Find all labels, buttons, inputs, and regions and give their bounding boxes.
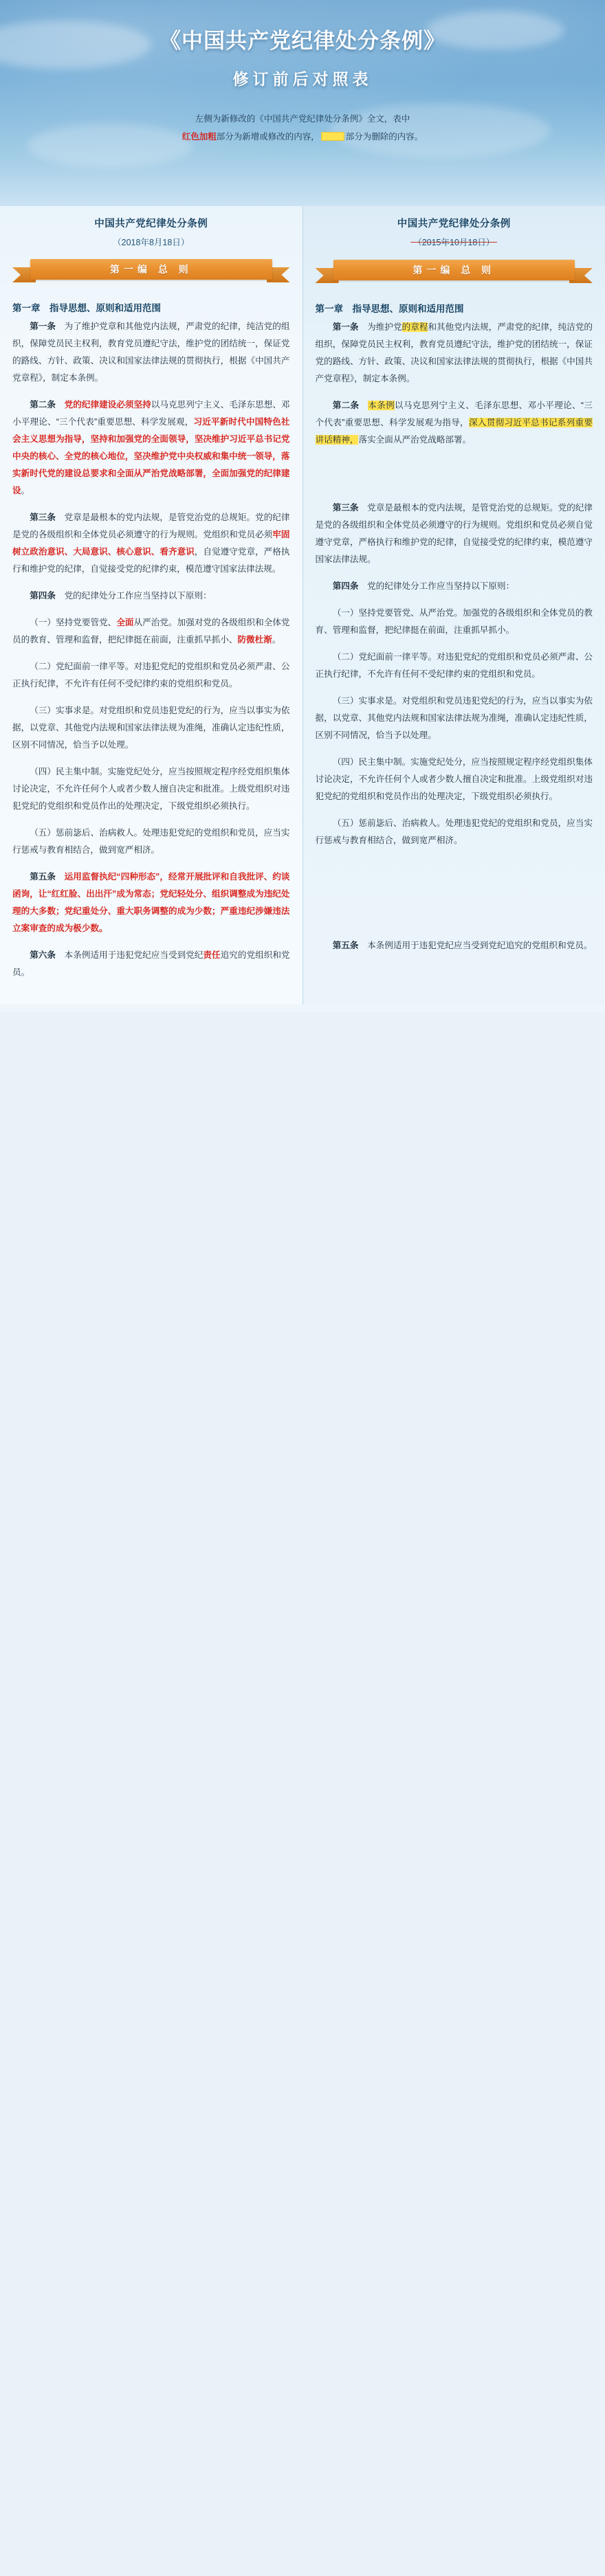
text-lead: 第二条	[332, 401, 368, 410]
text-plain: （二）党纪面前一律平等。对违犯党纪的党组织和党员必须严肃、公正执行纪律，不允许有任何不受纪律约束的党组织和党员。	[12, 662, 290, 688]
text-red: 责任	[203, 950, 221, 960]
text-plain: 本条例适用于违犯党纪应当受到党纪	[64, 950, 204, 960]
article-paragraph	[12, 396, 290, 500]
article-paragraph	[316, 319, 593, 388]
text-plain: 落实全面从严治党战略部署。	[358, 435, 472, 445]
section-banner-right	[316, 260, 593, 287]
chapter-title-left: 第一章 指导思想、原则和适用范围	[12, 303, 161, 313]
article-paragraph	[12, 614, 290, 649]
article-paragraph	[316, 649, 593, 683]
legend-text-2: 部分为新增或修改的内容，	[216, 132, 320, 142]
banner-text-left: 第一编 总 则	[109, 264, 192, 275]
article-paragraph	[316, 937, 593, 954]
text-red: 党的纪律建设必须坚持	[64, 400, 151, 410]
text-plain: （一）坚持党要管党、从严治党。加强党的各级组织和全体党员的教育、管理和监督，把纪律挺在前面，注重抓早抓小。	[315, 608, 593, 635]
text-plain: （一）坚持党要管党、	[30, 618, 117, 627]
text-mark: 的章程	[402, 322, 428, 332]
text-lead: 第六条	[30, 950, 65, 960]
text-plain: （二）党纪面前一律平等。对违犯党纪的党组织和党员必须严肃、公正执行纪律，不允许有任何不受纪律约束的党组织和党员。	[315, 652, 593, 679]
text-plain: 本条例适用于违犯党纪应当受到党纪追究的党组织和党员。	[367, 941, 593, 950]
legend-red-label: 红色加粗	[182, 132, 217, 142]
text-plain: 党的纪律处分工作应当坚持以下原则：	[367, 581, 515, 591]
doc-date-left: （2018年8月18日）	[113, 238, 190, 247]
text-red: 全面	[116, 618, 134, 627]
text-plain: 以马克思列宁主义、毛泽东思想、邓小平理论、“三个代表”重要思想、科学发展观，	[12, 400, 290, 427]
page-header	[0, 0, 605, 206]
chapter-title-right: 第一章 指导思想、原则和适用范围	[315, 304, 464, 314]
doc-name-left: 中国共产党纪律处分条例	[94, 219, 208, 229]
article-paragraph	[12, 869, 290, 937]
text-lead: 第五条	[30, 872, 65, 882]
text-lead: 第三条	[30, 513, 65, 522]
text-plain: 党的纪律处分工作应当坚持以下原则：	[64, 591, 212, 601]
article-paragraph	[12, 825, 290, 859]
legend-text-1: 左侧为新修改的《中国共产党纪律处分条例》全文，表中	[195, 114, 410, 124]
text-lead: 第一条	[30, 322, 65, 331]
ribbon-left	[30, 259, 272, 280]
text-lead: 第二条	[30, 400, 65, 410]
legend	[96, 110, 509, 146]
text-red: 为指导，坚持和加强党的全面领导，坚决维护习近平总书记党中央的核心、全党的核心地位，坚决维护党中央权威和集中统一领导，落实	[12, 434, 290, 478]
article-paragraph	[12, 658, 290, 693]
text-plain: （三）实事求是。对党组织和党员违犯党纪的行为，应当以事实为依据，以党章、其他党内法规和国家法律法规为准绳，准确认定违纪性质，区别不同情况，恰当予以处理。	[315, 696, 593, 740]
doc-name-right: 中国共产党纪律处分条例	[397, 219, 511, 229]
text-red: 新时代党的建设总要求和全面从严治党战略部署，全面加强党的纪律建设	[12, 469, 290, 495]
text-plain: 。	[21, 486, 30, 495]
article-paragraph	[12, 702, 290, 754]
article-paragraph	[12, 947, 290, 981]
column-header-right	[303, 206, 605, 253]
article-paragraph	[316, 397, 593, 449]
article-paragraph	[316, 754, 593, 805]
article-paragraph	[12, 509, 290, 578]
text-plain: （五）惩前毖后、治病救人。处理违犯党纪的党组织和党员，应当实行惩戒与教育相结合，做到宽严相济。	[315, 818, 593, 845]
page-subtitle: 修订前后对照表	[232, 70, 373, 88]
article-paragraph	[316, 578, 593, 595]
ribbon-right	[333, 260, 575, 280]
comparison-page	[0, 0, 605, 1011]
article-paragraph	[316, 500, 593, 568]
text-plain: 为了维护党章和其他党内法规，严肃党的纪律，纯洁党的组织，保障党员民主权利，教育党员遵纪守法，维护党的团结统一，保证党的路线、方针、政策、决议和国家法律法规的贯彻执行，根据《中国共产党章程》，制定本条例。	[12, 322, 290, 383]
legend-text-3: 部分为删除的内容。	[345, 132, 424, 142]
text-mark: 深入贯彻习近平总书记系列重要讲话精神，	[315, 418, 593, 445]
article-paragraph	[12, 318, 290, 387]
text-plain: （三）实事求是。对党组织和党员违犯党纪的行为，应当以事实为依据，以党章、其他党内法规和国家法律法规为准绳，准确认定违纪性质，区别不同情况，恰当予以处理。	[12, 706, 290, 750]
doc-date-right: （2015年10月18日）	[413, 236, 494, 248]
article-paragraph	[316, 815, 593, 849]
article-list-right	[303, 319, 605, 954]
text-lead: 第五条	[332, 941, 368, 950]
text-mark: 本条例	[368, 401, 395, 410]
text-red: 习近平新时代中国特色社会主义思想	[12, 417, 290, 444]
text-lead: 第四条	[30, 591, 65, 601]
text-plain: 追究的党组织和党员。	[12, 950, 290, 977]
text-plain: ，自觉遵守党章，严格执行和维护党的纪律，自觉接受党的纪律约束，模范遵守国家法律法规。	[12, 547, 290, 574]
text-plain: （四）民主集中制。实施党纪处分，应当按照规定程序经党组织集体讨论决定，不允许任何个人或者少数人擅自决定和批准。上级党组织对违犯党纪的党组织和党员作出的处理决定，下级党组织必须执行。	[315, 757, 593, 801]
article-paragraph	[12, 587, 290, 605]
text-lead: 第一条	[332, 322, 368, 332]
text-plain: 。	[272, 635, 281, 645]
article-paragraph	[316, 605, 593, 639]
article-paragraph	[12, 763, 290, 815]
text-plain: （四）民主集中制。实施党纪处分，应当按照规定程序经党组织集体讨论决定，不允许任何个人或者少数人擅自决定和批准。上级党组织对违犯党纪的党组织和党员作出的处理决定，下级党组织必须执行。	[12, 767, 290, 811]
column-new-version	[0, 206, 302, 1005]
section-banner-left	[12, 259, 290, 287]
banner-text-right: 第一编 总 则	[412, 265, 496, 276]
article-paragraph	[316, 693, 593, 744]
text-lead: 第三条	[332, 503, 368, 513]
text-red: 防微杜渐	[237, 635, 272, 645]
column-old-version	[303, 206, 605, 1005]
legend-yellow-swatch	[321, 132, 344, 141]
text-red: 牢固树立政治意识、大局意识、核心意识、看齐意识	[12, 530, 290, 557]
comparison-columns	[0, 206, 605, 1005]
text-plain: 以马克思列宁主义、毛泽东思想、邓小平理论、“三个代表”重要思想、科学发展观为指导，	[315, 401, 593, 427]
article-list-left	[0, 318, 302, 981]
column-header-left	[0, 206, 302, 252]
page-title: 《中国共产党纪律处分条例》	[160, 29, 446, 53]
text-plain: 从严治党。加强对党的各级组织和全体党员的教育、管理和监督，把纪律挺在前面，注重抓早抓小、	[12, 618, 290, 645]
text-plain: （五）惩前毖后、治病救人。处理违犯党纪的党组织和党员，应当实行惩戒与教育相结合，做到宽严相济。	[12, 828, 290, 855]
text-plain: 党章是最根本的党内法规，是管党治党的总规矩。党的纪律是党的各级组织和全体党员必须遵守的行为规则。党组织和党员必须	[12, 513, 290, 539]
text-plain: 党章是最根本的党内法规，是管党治党的总规矩。党的纪律是党的各级组织和全体党员必须遵守的行为规则。党组织和党员必须自觉遵守党章，严格执行和维护党的纪律，自觉接受党的纪律约束，模范遵守国家法律法规。	[315, 503, 593, 564]
text-plain: 为维护党	[367, 322, 402, 332]
text-plain: 和其他党内法规，严肃党的纪律，纯洁党的组织，保障党员民主权利，教育党员遵纪守法，维护党的团结统一，保证党的路线、方针、政策、决议和国家法律法规的贯彻执行，根据《中国共产党章程》，制定本条例。	[315, 322, 593, 383]
text-red: 运用监督执纪“四种形态”，经常开展批评和自我批评、约谈函询，让“红红脸、出出汗”成为常态；党纪轻处分、组织调整成为违纪处理的大多数；党纪重处分、重大职务调整的成为少数；严重违纪涉嫌违法立案审查的成为极少数。	[12, 872, 290, 933]
text-lead: 第四条	[332, 581, 368, 591]
